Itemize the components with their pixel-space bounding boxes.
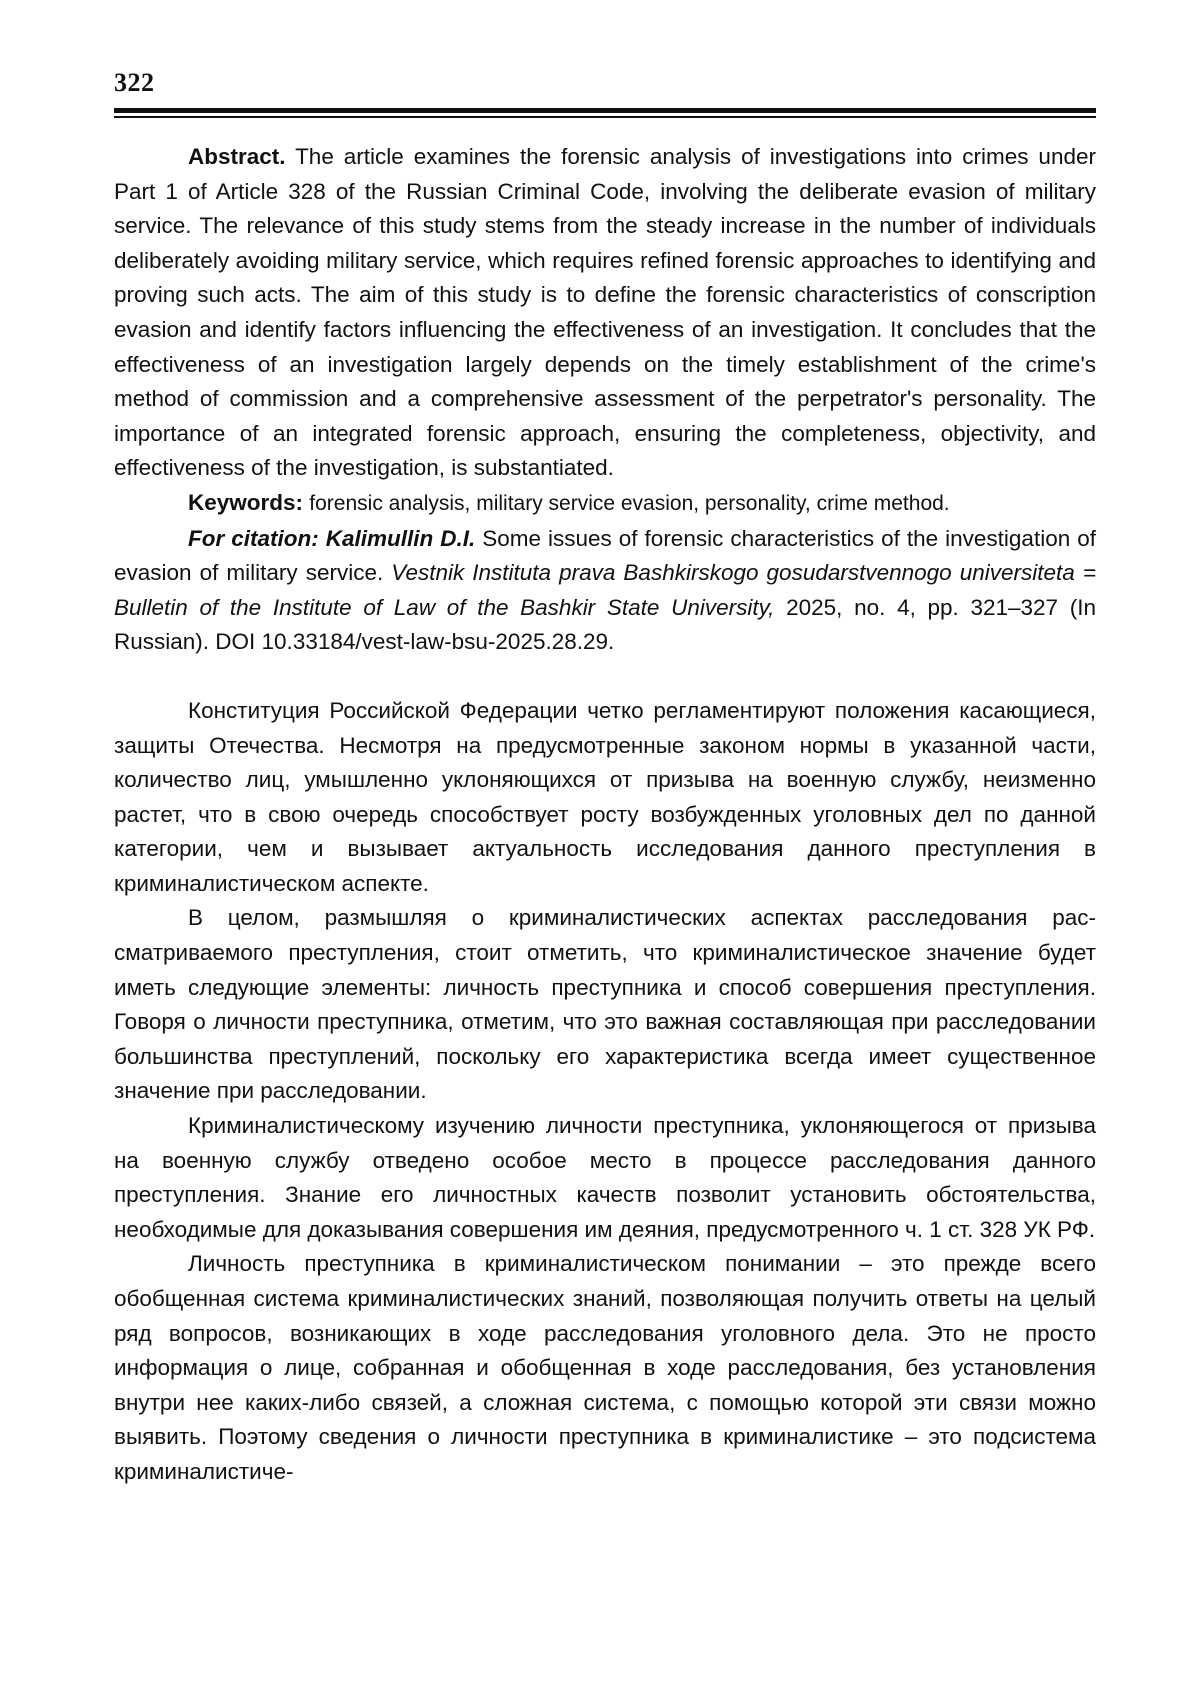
body-paragraph: Конституция Российской Федерации четко регламентируют положения касающиеся, защиты Отечества. Несмотря на предусмотренные законом нормы в указанной части, количество лиц, умышленно уклоняющихся от призыва на военную службу, неизменно растет, что в свою очередь способствует росту возбужденных уголовных дел по данной категории, чем и вызывает актуальность исследования данного преступления в криминалистическом аспекте. — [114, 697, 1096, 896]
citation-paragraph — [114, 522, 1096, 660]
body-section — [114, 694, 1096, 1490]
header-rule-thick — [114, 108, 1096, 113]
keywords-label: Keywords: — [188, 489, 304, 515]
citation-journal: Vestnik Instituta prava Bashkirskogo gosudarstvennogo universiteta = Bulletin of the Institute of Law of the Bashkir State University, — [114, 560, 1096, 620]
page-number: 322 — [114, 68, 155, 97]
abstract-paragraph — [114, 140, 1096, 486]
abstract-label: Abstract. — [188, 144, 286, 169]
citation-label: For citation: Kalimullin D.I. — [188, 525, 476, 551]
keywords-text: forensic analysis, military service evasion, personality, crime method. — [309, 491, 950, 515]
citation-details: 2025, no. 4, pp. 321–327 (In Russian). DOI 10.33184/vest-law-bsu-2025.28.29. — [114, 594, 1097, 655]
abstract-text: The article examines the forensic analysis of investigations into crimes under Part 1 of Article 328 of the Russian Criminal Code, involving the deliberate evasion of military service. The relevance of this study stems from the steady increase in the number of individuals deliberately avoiding military service, which requires refined forensic approaches to identifying and proving such acts. The aim of this study is to define the forensic characteristics of conscription evasion and identify factors influencing the effectiveness of an investigation. It concludes that the effectiveness of an investigation largely depends on the timely establishment of the crime's method of commission and a comprehensive assessment of the perpetrator's personality. The importance of an integrated forensic approach, ensuring the completeness, objectivity, and effectiveness of the investigation, is substantiated. — [114, 144, 1096, 481]
body-paragraph: Личность преступника в криминалистическом понимании – это прежде всего обобщенная система криминалистических знаний, позволяющая получить ответы на целый ряд вопросов, возникающих в ходе расследования уголовного дела. Это не просто информация о лице, собранная и обобщенная в ходе расследования, без установления внутри нее каких-либо связей, а сложная система, с помощью которой эти связи можно выявить. Поэтому сведения о личности преступника в криминалистике – это подсистема криминалистиче- — [114, 1251, 1096, 1484]
header-rule-thin — [114, 116, 1096, 118]
keywords-paragraph — [114, 486, 1096, 522]
abstract-section — [114, 140, 1096, 660]
body-paragraph: В целом, размышляя о криминалистических аспектах расследования рассматриваемого преступления, стоит отметить, что криминалистическое значение будет иметь следующие элементы: личность преступника и способ совершения преступления. Говоря о личности преступника, отметим, что это важная составляющая при расследовании большинства преступлений, поскольку его характеристика всегда имеет существенное значение при расследовании. — [114, 905, 1096, 1104]
body-paragraph: Криминалистическому изучению личности преступника, уклоняющегося от призыва на военную службу отведено особое место в процессе расследования данного преступления. Знание его личностных качеств позволит установить обстоятельства, необходимые для доказывания совершения им деяния, предусмотренного ч. 1 ст. 328 УК РФ. — [114, 1113, 1096, 1242]
citation-title: Some issues of forensic characteristics of the investigation of evasion of military service. — [114, 525, 1096, 586]
page-content — [114, 140, 1096, 1490]
